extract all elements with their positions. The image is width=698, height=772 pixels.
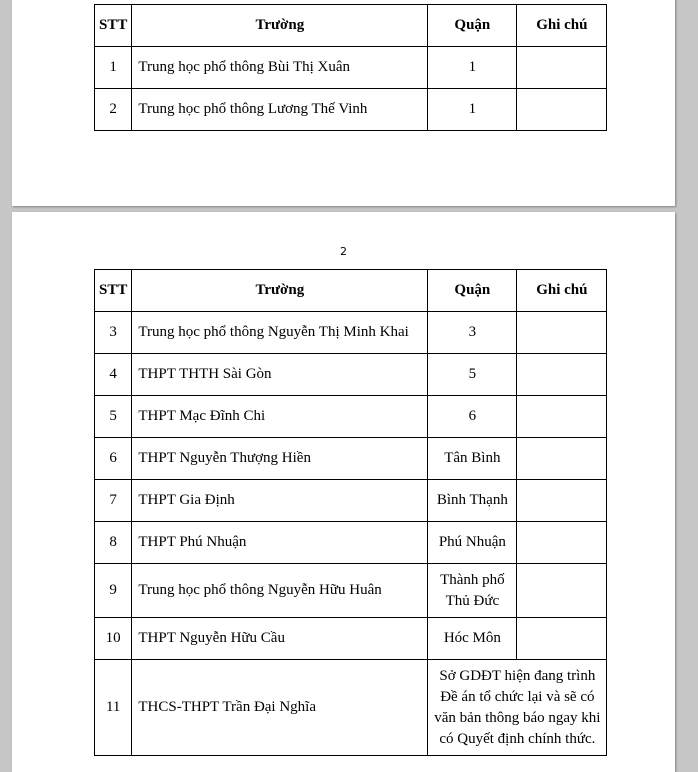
cell-stt: 4: [95, 354, 132, 396]
cell-stt: 2: [95, 89, 132, 131]
cell-ghi-chu: [517, 480, 607, 522]
cell-stt: 5: [95, 396, 132, 438]
table-row: [95, 354, 607, 396]
cell-truong: THPT Gia Định: [132, 480, 428, 522]
table-row: [95, 522, 607, 564]
header-truong: Trường: [132, 270, 428, 312]
document-page-1: [12, 0, 675, 206]
header-quan: Quận: [428, 270, 517, 312]
table-header-row: [95, 5, 607, 47]
header-stt: STT: [95, 270, 132, 312]
cell-quan: Hóc Môn: [428, 618, 517, 660]
cell-ghi-chu: [517, 312, 607, 354]
cell-truong: Trung học phổ thông Nguyễn Hữu Huân: [132, 564, 428, 618]
cell-quan: 5: [428, 354, 517, 396]
cell-ghi-chu: [517, 47, 607, 89]
cell-ghi-chu: [517, 522, 607, 564]
cell-ghi-chu: [517, 396, 607, 438]
cell-stt: 6: [95, 438, 132, 480]
cell-quan: 1: [428, 47, 517, 89]
document-page-2: [12, 212, 675, 772]
cell-truong: Trung học phổ thông Bùi Thị Xuân: [132, 47, 428, 89]
cell-truong: THPT Nguyễn Thượng Hiền: [132, 438, 428, 480]
cell-stt: 1: [95, 47, 132, 89]
cell-truong: THPT Nguyễn Hữu Cầu: [132, 618, 428, 660]
cell-truong: Trung học phổ thông Lương Thế Vinh: [132, 89, 428, 131]
cell-quan: 6: [428, 396, 517, 438]
cell-stt: 11: [95, 660, 132, 756]
schools-table-part-2: [94, 269, 607, 756]
cell-ghi-chu: [517, 354, 607, 396]
cell-truong: Trung học phổ thông Nguyễn Thị Minh Khai: [132, 312, 428, 354]
cell-quan: Bình Thạnh: [428, 480, 517, 522]
table-row: [95, 396, 607, 438]
cell-stt: 8: [95, 522, 132, 564]
header-stt: STT: [95, 5, 132, 47]
header-ghi-chu: Ghi chú: [517, 270, 607, 312]
cell-truong: THCS-THPT Trần Đại Nghĩa: [132, 660, 428, 756]
table-row: [95, 480, 607, 522]
cell-ghi-chu: [517, 438, 607, 480]
cell-ghi-chu: [517, 618, 607, 660]
cell-ghi-chu: [517, 564, 607, 618]
table-row: [95, 89, 607, 131]
header-ghi-chu: Ghi chú: [517, 5, 607, 47]
header-truong: Trường: [132, 5, 428, 47]
cell-note-merged: Sở GDĐT hiện đang trình Đề án tổ chức lại và sẽ có văn bản thông báo ngay khi có Quyết định chính thức.: [428, 660, 607, 756]
cell-quan: Phú Nhuận: [428, 522, 517, 564]
cell-stt: 9: [95, 564, 132, 618]
table-row: [95, 47, 607, 89]
table-row: [95, 438, 607, 480]
cell-truong: THPT Phú Nhuận: [132, 522, 428, 564]
cell-quan: 1: [428, 89, 517, 131]
cell-truong: THPT Mạc Đĩnh Chi: [132, 396, 428, 438]
cell-quan: 3: [428, 312, 517, 354]
table-row: [95, 618, 607, 660]
cell-truong: THPT THTH Sài Gòn: [132, 354, 428, 396]
cell-quan: Thành phố Thủ Đức: [428, 564, 517, 618]
header-quan: Quận: [428, 5, 517, 47]
cell-stt: 10: [95, 618, 132, 660]
page-number: 2: [340, 245, 347, 258]
table-row: [95, 564, 607, 618]
table-row: [95, 660, 607, 756]
cell-stt: 7: [95, 480, 132, 522]
cell-stt: 3: [95, 312, 132, 354]
cell-ghi-chu: [517, 89, 607, 131]
table-row: [95, 312, 607, 354]
cell-quan: Tân Bình: [428, 438, 517, 480]
table-header-row: [95, 270, 607, 312]
schools-table-part-1: [94, 4, 607, 131]
